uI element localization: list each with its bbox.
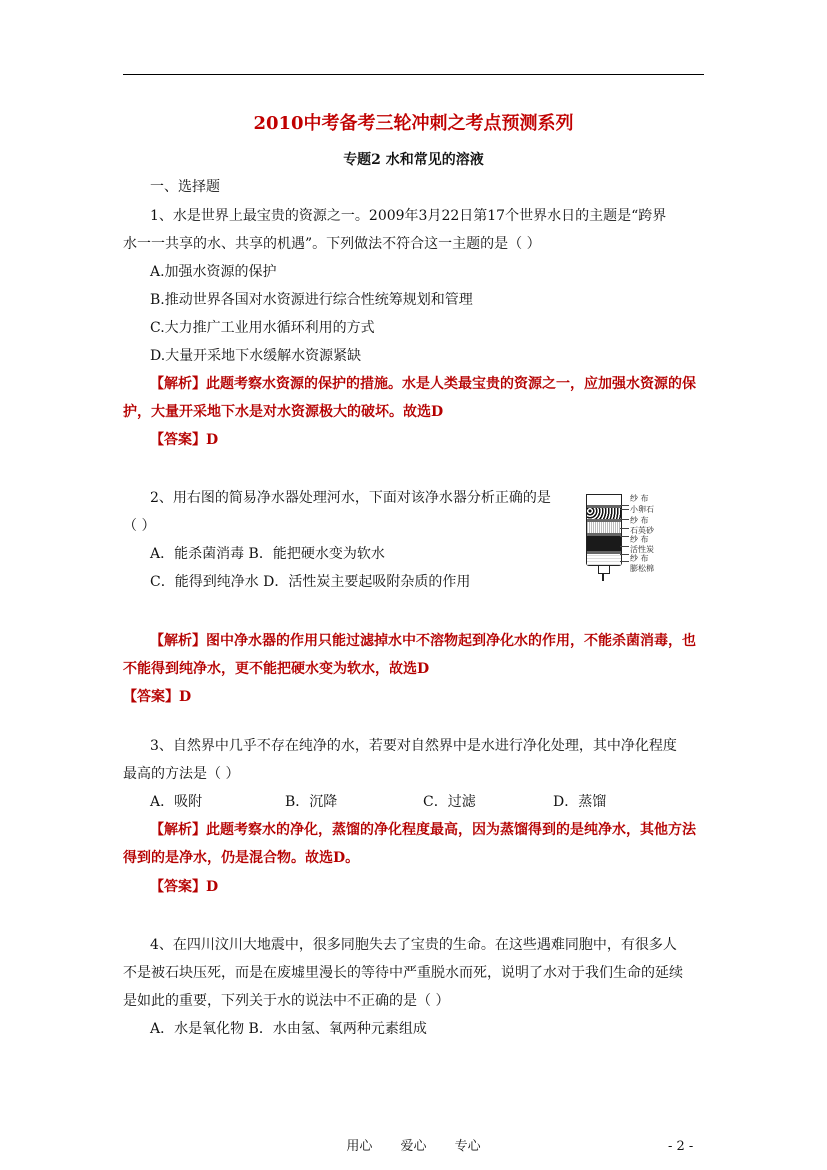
q3-analysis-line1: 【解析】此题考察水的净化，蒸馏的净化程度最高，因为蒸馏得到的是纯净水，其他方法	[150, 822, 696, 838]
water-filter-diagram	[580, 490, 672, 585]
q1-option-a: A.加强水资源的保护	[150, 264, 277, 280]
q3-stem-line1: 3、自然界中几乎不存在纯净的水，若要对自然界中是水进行净化处理，其中净化程度	[150, 738, 677, 754]
q2-analysis-line1: 【解析】图中净水器的作用只能过滤掉水中不溶物起到净化水的作用，不能杀菌消毒，也	[150, 633, 696, 649]
diagram-label-carbon: 活性炭	[630, 545, 654, 554]
label-tick-6	[620, 546, 629, 547]
topic-subtitle: 专题2 水和常见的溶液	[343, 152, 484, 168]
diagram-label-gauze-4: 纱 布	[630, 554, 649, 563]
q4-options-row1: A．水是氧化物 B．水由氢、氧两种元素组成	[150, 1021, 427, 1037]
label-tick-1	[620, 505, 629, 506]
filter-neck	[598, 565, 610, 574]
footer-motto-1: 用心	[346, 1139, 373, 1154]
label-tick-3	[620, 519, 629, 520]
q3-stem-line2: 最高的方法是（ ）	[123, 766, 240, 782]
q1-option-d: D.大量开采地下水缓解水资源紧缺	[150, 348, 362, 364]
document-title: 2010中考备考三轮冲刺之考点预测系列	[253, 113, 574, 134]
q1-analysis-line2: 护，大量开采地下水是对水资源极大的破坏。故选D	[123, 404, 444, 420]
diagram-label-gauze-3: 纱 布	[630, 535, 649, 544]
q2-stem-line2: （ ）	[123, 518, 156, 534]
label-tick-4	[620, 528, 629, 529]
q4-stem-line1: 4、在四川汶川大地震中，很多同胞失去了宝贵的生命。在这些遇难同胞中，有很多人	[150, 937, 677, 953]
footer-motto-2: 爱心	[400, 1139, 427, 1154]
q2-options-row1: A．能杀菌消毒 B．能把硬水变为软水	[150, 546, 385, 562]
footer-motto-3: 专心	[454, 1139, 481, 1154]
layer-cotton	[587, 554, 621, 565]
filter-spout	[602, 573, 604, 581]
section-heading: 一、选择题	[150, 179, 220, 195]
label-tick-2	[620, 509, 629, 510]
q2-answer: 【答案】D	[123, 689, 192, 705]
footer-motto	[0, 1138, 827, 1156]
diagram-label-gauze-2: 纱 布	[630, 516, 649, 525]
filter-tube	[586, 494, 622, 566]
header-rule	[123, 74, 704, 75]
q4-stem-line3: 是如此的重要，下列关于水的说法中不正确的是（ ）	[123, 993, 450, 1009]
q1-option-c: C.大力推广工业用水循环利用的方式	[150, 320, 375, 336]
q2-analysis-line2: 不能得到纯净水，更不能把硬水变为软水，故选D	[123, 661, 430, 677]
label-tick-7	[620, 554, 629, 555]
diagram-label-cotton: 膨松棉	[630, 564, 654, 573]
label-tick-8	[620, 561, 629, 562]
q1-stem-line1: 1、水是世界上最宝贵的资源之一。2009年3月22日第17个世界水日的主题是“跨界	[150, 208, 667, 224]
layer-activated-carbon	[587, 536, 621, 551]
q1-option-b: B.推动世界各国对水资源进行综合性统筹规划和管理	[150, 292, 473, 308]
label-tick-5	[620, 536, 629, 537]
q3-option-d: D．蒸馏	[553, 794, 607, 810]
q4-stem-line2: 不是被石块压死，而是在废墟里漫长的等待中严重脱水而死，说明了水对于我们生命的延续	[123, 965, 683, 981]
layer-quartz-sand	[587, 522, 621, 533]
q3-option-b: B．沉降	[285, 794, 338, 810]
q2-options-row2: C．能得到纯净水 D．活性炭主要起吸附杂质的作用	[150, 574, 471, 590]
q3-analysis-line2: 得到的是净水，仍是混合物。故选D。	[123, 850, 360, 866]
q2-stem-line1: 2、用右图的简易净水器处理河水，下面对该净水器分析正确的是	[150, 490, 551, 506]
layer-pebbles	[587, 508, 621, 519]
q1-stem-line2: 水一一共享的水、共享的机遇”。下列做法不符合这一主题的是（ ）	[123, 236, 541, 252]
q1-analysis-line1: 【解析】此题考察水资源的保护的措施。水是人类最宝贵的资源之一，应加强水资源的保	[150, 376, 696, 392]
q3-answer: 【答案】D	[150, 879, 219, 895]
page-number: - 2 -	[668, 1139, 694, 1154]
q1-answer: 【答案】D	[150, 432, 219, 448]
q3-option-c: C．过滤	[423, 794, 476, 810]
diagram-label-gauze-1: 纱 布	[630, 494, 649, 503]
diagram-label-pebbles: 小卵石	[630, 505, 654, 514]
q3-option-a: A．吸附	[150, 794, 203, 810]
diagram-label-quartz-sand: 石英砂	[630, 526, 654, 535]
